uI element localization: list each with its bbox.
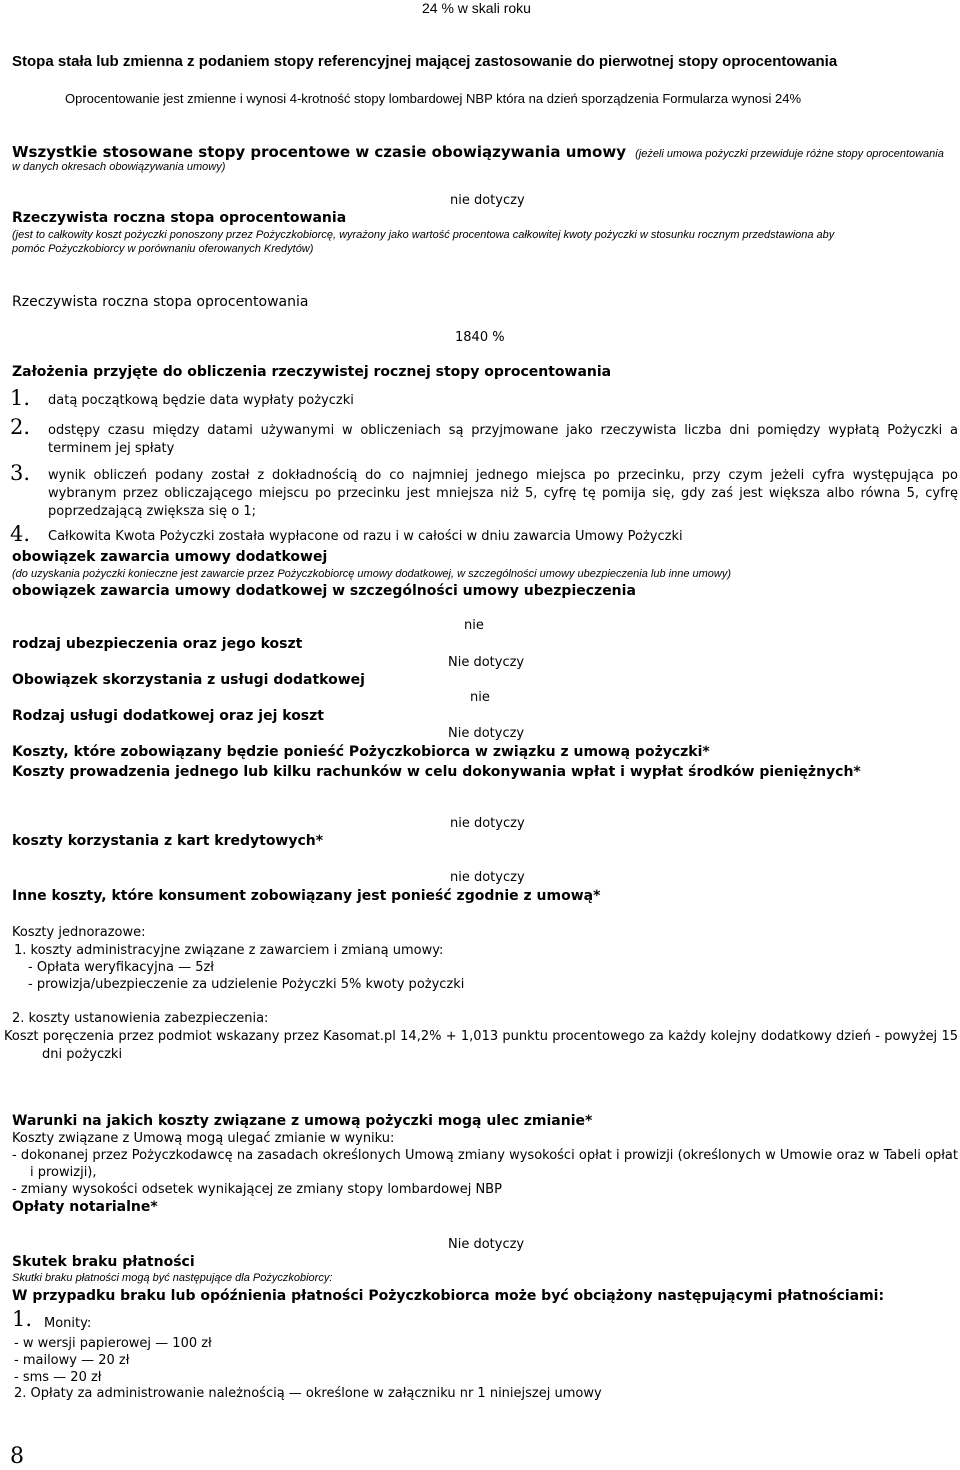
insurance-type-value: Nie dotyczy: [448, 655, 525, 670]
insurance-contract-heading: obowiązek zawarcia umowy dodatkowej w szczególności umowy ubezpieczenia: [12, 583, 636, 599]
sms-reminder-line: - sms — 20 zł: [14, 1370, 102, 1385]
service-type-value: Nie dotyczy: [448, 726, 525, 741]
cost-change-line-1: - dokonanej przez Pożyczkodawcę na zasadach określonych Umową zmiany wysokości opłat i prowizji (określonych w Umowie oraz w Tabeli opłat i prowizji),: [12, 1148, 958, 1180]
additional-contract-note: (do uzyskania pożyczki konieczne jest zawarcie przez Pożyczkobiorcę umowy dodatkowej, w szczególności umowy ubezpieczenia lub inne umowy): [12, 568, 731, 580]
assumption-text-3: wynik obliczeń podany został z dokładnością do co najmniej jednego miejsca po przecinku, przy czym jeżeli cyfra występująca po wybranym przez obliczającego miejscu po przecinku jest mniejsza niż 5, cyfrę tę pomija się, gdy zaś jest większa albo równa 5, cyfrę poprzedzającą zwiększa się o 1;: [48, 468, 958, 519]
rrso-heading: Rzeczywista roczna stopa oprocentowania: [12, 210, 347, 226]
insurance-type-heading: rodzaj ubezpieczenia oraz jego koszt: [12, 636, 303, 652]
non-payment-heading: Skutek braku płatności: [12, 1254, 195, 1270]
notary-fees-heading: Opłaty notarialne*: [12, 1199, 158, 1215]
page-number: 8: [10, 1444, 24, 1469]
interest-rate-header: 24 % w skali roku: [422, 0, 531, 16]
all-rates-note-cont: w danych okresach obowiązywania umowy): [12, 161, 226, 173]
rrso-heading-2: Rzeczywista roczna stopa oprocentowania: [12, 294, 309, 310]
credit-card-costs-heading: koszty korzystania z kart kredytowych*: [12, 833, 324, 849]
commission-line: - prowizja/ubezpieczenie za udzielenie Pożyczki 5% kwoty pożyczki: [28, 977, 465, 992]
guarantee-cost-line: [4, 1028, 958, 1064]
additional-contract-heading: obowiązek zawarcia umowy dodatkowej: [12, 549, 328, 565]
cost-change-line-2: - zmiany wysokości odsetek wynikającej ze zmiany stopy lombardowej NBP: [12, 1182, 502, 1197]
admin-costs-line: 1. koszty administracyjne związane z zawarciem i zmianą umowy:: [14, 943, 444, 958]
paper-reminder-line: - w wersji papierowej — 100 zł: [14, 1336, 212, 1351]
admin-fees-line: 2. Opłaty za administrowanie należnością — określone w załączniku nr 1 niniejszej umowy: [14, 1386, 602, 1401]
verification-fee-line: - Opłata weryfikacyjna — 5zł: [28, 960, 214, 975]
late-payment-heading: W przypadku braku lub opóźnienia płatności Pożyczkobiorca może być obciążony następującymi płatnościami:: [12, 1288, 885, 1304]
assumption-text-1: datą początkową będzie data wypłaty pożyczki: [48, 393, 354, 408]
cost-change-heading: Warunki na jakich koszty związane z umową pożyczki mogą ulec zmianie*: [12, 1113, 593, 1129]
credit-card-costs-value: nie dotyczy: [450, 870, 525, 885]
assumption-number-4: 4.: [10, 522, 31, 546]
notary-fees-value: Nie dotyczy: [448, 1237, 525, 1252]
all-rates-note: (jeżeli umowa pożyczki przewiduje różne stopy oprocentowania: [635, 148, 944, 160]
service-type-heading: Rodzaj usługi dodatkowej oraz jej koszt: [12, 708, 324, 724]
assumption-number-1: 1.: [10, 386, 31, 410]
costs-heading: Koszty, które zobowiązany będzie ponieść Pożyczkobiorca w związku z umową pożyczki*: [12, 744, 710, 760]
rrso-value: 1840 %: [455, 330, 505, 345]
email-reminder-line: - mailowy — 20 zł: [14, 1353, 130, 1368]
security-costs-line: 2. koszty ustanowienia zabezpieczenia:: [12, 1011, 269, 1026]
non-payment-note: Skutki braku płatności mogą być następujące dla Pożyczkobiorcy:: [12, 1272, 333, 1284]
assumption-text-2: odstępy czasu między datami używanymi w obliczeniach są przyjmowane jako rzeczywista liczba dni pomiędzy wypłatą Pożyczki a terminem jej spłaty: [48, 423, 958, 456]
fixed-variable-rate-text: Oprocentowanie jest zmienne i wynosi 4-krotność stopy lombardowej NBP która na dzień sporządzenia Formularza wynosi 24%: [65, 91, 802, 106]
all-rates-heading: Wszystkie stosowane stopy procentowe w czasie obowiązywania umowy: [12, 143, 626, 161]
guarantee-cost-text: Koszt poręczenia przez podmiot wskazany przez Kasomat.pl 14,2% + 1,013 punktu procentowego za każdy kolejny dodatkowy dzień - powyżej 15 dni pożyczki: [4, 1029, 958, 1062]
all-rates-value: nie dotyczy: [450, 193, 525, 208]
assumption-text-4: Całkowita Kwota Pożyczki została wypłacone od razu i w całości w dniu zawarcia Umowy Pożyczki: [48, 529, 683, 544]
assumption-number-2: 2.: [10, 415, 31, 439]
reminders-label: Monity:: [44, 1316, 92, 1331]
cost-change-intro: Koszty związane z Umową mogą ulegać zmianie w wyniku:: [12, 1131, 395, 1146]
account-costs-heading: Koszty prowadzenia jednego lub kilku rachunków w celu dokonywania wpłat i wypłat środków pieniężnych*: [12, 764, 861, 780]
fixed-variable-rate-heading: Stopa stała lub zmienna z podaniem stopy referencyjnej mającej zastosowanie do pierwotnej stopy oprocentowania: [12, 53, 838, 70]
assumption-number-3: 3.: [10, 461, 31, 485]
rrso-note-cont: pomóc Pożyczkobiorcy w porównaniu oferowanych Kredytów): [12, 243, 314, 255]
additional-service-heading: Obowiązek skorzystania z usługi dodatkowej: [12, 672, 365, 688]
assumptions-heading: Założenia przyjęte do obliczenia rzeczywistej rocznej stopy oprocentowania: [12, 364, 612, 380]
one-time-costs-label: Koszty jednorazowe:: [12, 925, 146, 940]
account-costs-value: nie dotyczy: [450, 816, 525, 831]
rrso-note: (jest to całkowity koszt pożyczki ponoszony przez Pożyczkobiorcę, wyrażony jako wartość procentowa całkowitej kwoty pożyczki w stosunku rocznym przedstawiona aby: [12, 229, 835, 241]
all-rates-section: [12, 142, 944, 161]
insurance-contract-value: nie: [464, 618, 484, 633]
additional-service-value: nie: [470, 690, 490, 705]
reminders-number: 1.: [12, 1307, 33, 1331]
other-costs-heading: Inne koszty, które konsument zobowiązany jest ponieść zgodnie z umową*: [12, 888, 601, 904]
